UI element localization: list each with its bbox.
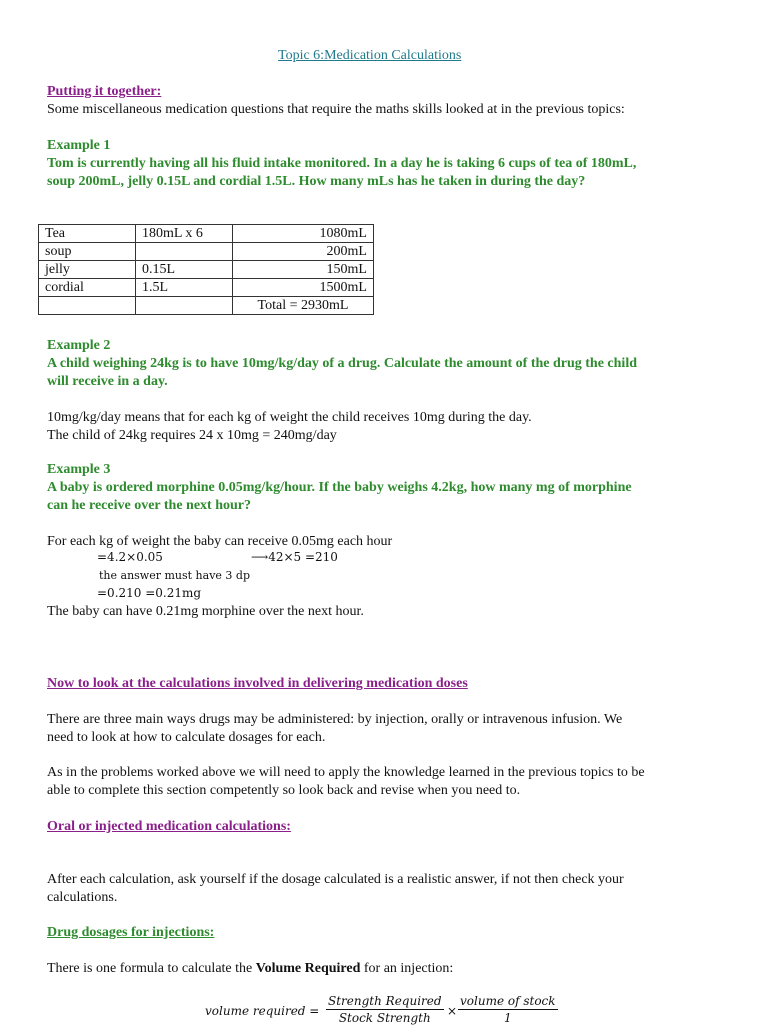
table-cell: 180mL x 6 xyxy=(136,225,233,243)
formula-intro xyxy=(47,960,453,978)
section-heading-putting-together: Putting it together: xyxy=(47,84,162,99)
example-3-math-line1a: =4.2×0.05 xyxy=(97,550,163,564)
page-title: Topic 6:Medication Calculations xyxy=(278,48,462,63)
formula-times: × xyxy=(447,1004,458,1018)
example-3-label: Example 3 xyxy=(47,462,111,477)
formula-intro-bold: Volume Required xyxy=(255,961,361,976)
formula-fraction-volume xyxy=(458,993,558,1026)
table-row xyxy=(39,261,374,279)
table-cell: cordial xyxy=(39,279,136,297)
table-cell: jelly xyxy=(39,261,136,279)
example-3-math-line2: the answer must have 3 dp xyxy=(99,569,250,582)
formula-fraction-strength-denominator: Stock Strength xyxy=(338,1011,431,1025)
example-3-math-line3: =0.210 =0.21mg xyxy=(97,586,202,600)
table-cell: Tea xyxy=(39,225,136,243)
fluid-intake-table xyxy=(38,224,374,315)
example-3-question-line1: A baby is ordered morphine 0.05mg/kg/hour. If the baby weighs 4.2kg, how many mg of morphine xyxy=(47,480,632,495)
table-cell xyxy=(39,297,136,315)
section-2-para1-line1: There are three main ways drugs may be administered: by injection, orally or intravenous infusion. We xyxy=(47,712,623,727)
section-3-para-line1: After each calculation, ask yourself if the dosage calculated is a realistic answer, if not then check your xyxy=(47,872,624,887)
table-cell: 200mL xyxy=(233,243,374,261)
example-2-answer-line2: The child of 24kg requires 24 x 10mg = 240mg/day xyxy=(47,428,337,443)
example-2-label: Example 2 xyxy=(47,338,111,353)
formula-lhs: volume required = xyxy=(205,1004,320,1018)
section-heading-oral-injected: Oral or injected medication calculations: xyxy=(47,819,291,834)
example-1-label: Example 1 xyxy=(47,138,111,153)
table-cell: 1500mL xyxy=(233,279,374,297)
intro-text: Some miscellaneous medication questions that require the maths skills looked at in the previous topics: xyxy=(47,102,625,117)
table-row xyxy=(39,243,374,261)
example-3-conclusion: The baby can have 0.21mg morphine over the next hour. xyxy=(47,604,364,619)
table-cell: 1.5L xyxy=(136,279,233,297)
table-cell: 1080mL xyxy=(233,225,374,243)
section-3-para-line2: calculations. xyxy=(47,890,118,905)
section-2-para1-line2: need to look at how to calculate dosages for each. xyxy=(47,730,326,745)
table-cell xyxy=(136,243,233,261)
table-row xyxy=(39,225,374,243)
section-2-para2-line1: As in the problems worked above we will need to apply the knowledge learned in the previous topics to be xyxy=(47,765,645,780)
example-3-question-line2: can he receive over the next hour? xyxy=(47,498,251,513)
example-2-answer-line1: 10mg/kg/day means that for each kg of weight the child receives 10mg during the day. xyxy=(47,410,532,425)
example-3-math-line1b: ⟶42×5 =210 xyxy=(251,550,338,564)
table-row xyxy=(39,279,374,297)
formula-fraction-volume-denominator: 1 xyxy=(503,1011,512,1025)
section-heading-injections: Drug dosages for injections: xyxy=(47,925,215,940)
example-2-question-line1: A child weighing 24kg is to have 10mg/kg/day of a drug. Calculate the amount of the drug the child xyxy=(47,356,637,371)
table-cell: soup xyxy=(39,243,136,261)
table-cell: 150mL xyxy=(233,261,374,279)
table-row xyxy=(39,297,374,315)
section-2-para2-line2: able to complete this section competently so look back and revise when you need to. xyxy=(47,783,521,798)
formula-intro-pre: There is one formula to calculate the xyxy=(47,961,256,976)
table-cell: 0.15L xyxy=(136,261,233,279)
example-1-question-line2: soup 200mL, jelly 0.15L and cordial 1.5L. How many mLs has he taken in during the day? xyxy=(47,174,586,189)
formula-fraction-volume-numerator: volume of stock xyxy=(460,994,556,1008)
example-3-work-line1: For each kg of weight the baby can receive 0.05mg each hour xyxy=(47,534,393,549)
example-2-question-line2: will receive in a day. xyxy=(47,374,168,389)
table-cell xyxy=(136,297,233,315)
section-heading-delivering-doses: Now to look at the calculations involved in delivering medication doses xyxy=(47,676,468,691)
formula-fraction-strength xyxy=(326,993,444,1026)
example-1-question-line1: Tom is currently having all his fluid intake monitored. In a day he is taking 6 cups of tea of 180mL, xyxy=(47,156,637,171)
table-total-cell: Total = 2930mL xyxy=(233,297,374,315)
formula-intro-post: for an injection: xyxy=(360,961,454,976)
formula-fraction-strength-numerator: Strength Required xyxy=(328,994,442,1008)
